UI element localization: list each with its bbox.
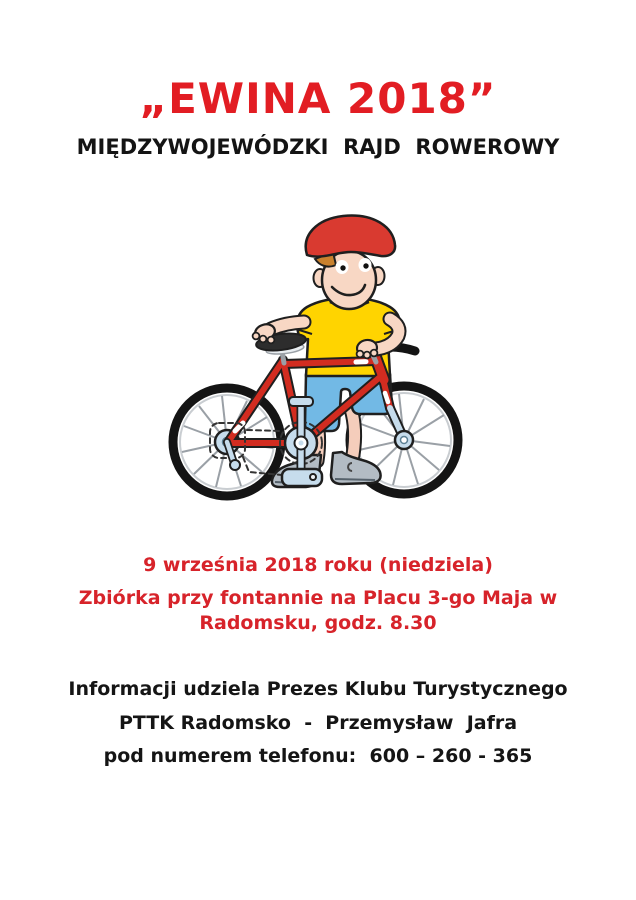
boy-with-bicycle-illustration: [163, 203, 473, 518]
bicycle-boy-graphic: [163, 203, 473, 518]
helmet: [306, 216, 395, 257]
meeting-line-2: Radomsku, godz. 8.30: [199, 612, 437, 634]
contact-line-2: PTTK Radomsko - Przemysław Jafra: [118, 712, 518, 734]
poster-subtitle: MIĘDZYWOJEWÓDZKI RAJD ROWEROWY: [76, 135, 560, 159]
event-date: 9 września 2018 roku (niedziela): [143, 554, 493, 576]
meeting-info: [0, 586, 636, 636]
contact-line-1: Informacji udziela Prezes Klubu Turystycznego: [68, 678, 568, 700]
head: [306, 216, 395, 309]
meeting-line-1: Zbiórka przy fontannie na Placu 3-go Maja w: [78, 587, 558, 609]
page-title: „EWINA 2018”: [139, 74, 497, 123]
contact-line-3: pod numerem telefonu: 600 – 260 - 365: [103, 745, 533, 767]
